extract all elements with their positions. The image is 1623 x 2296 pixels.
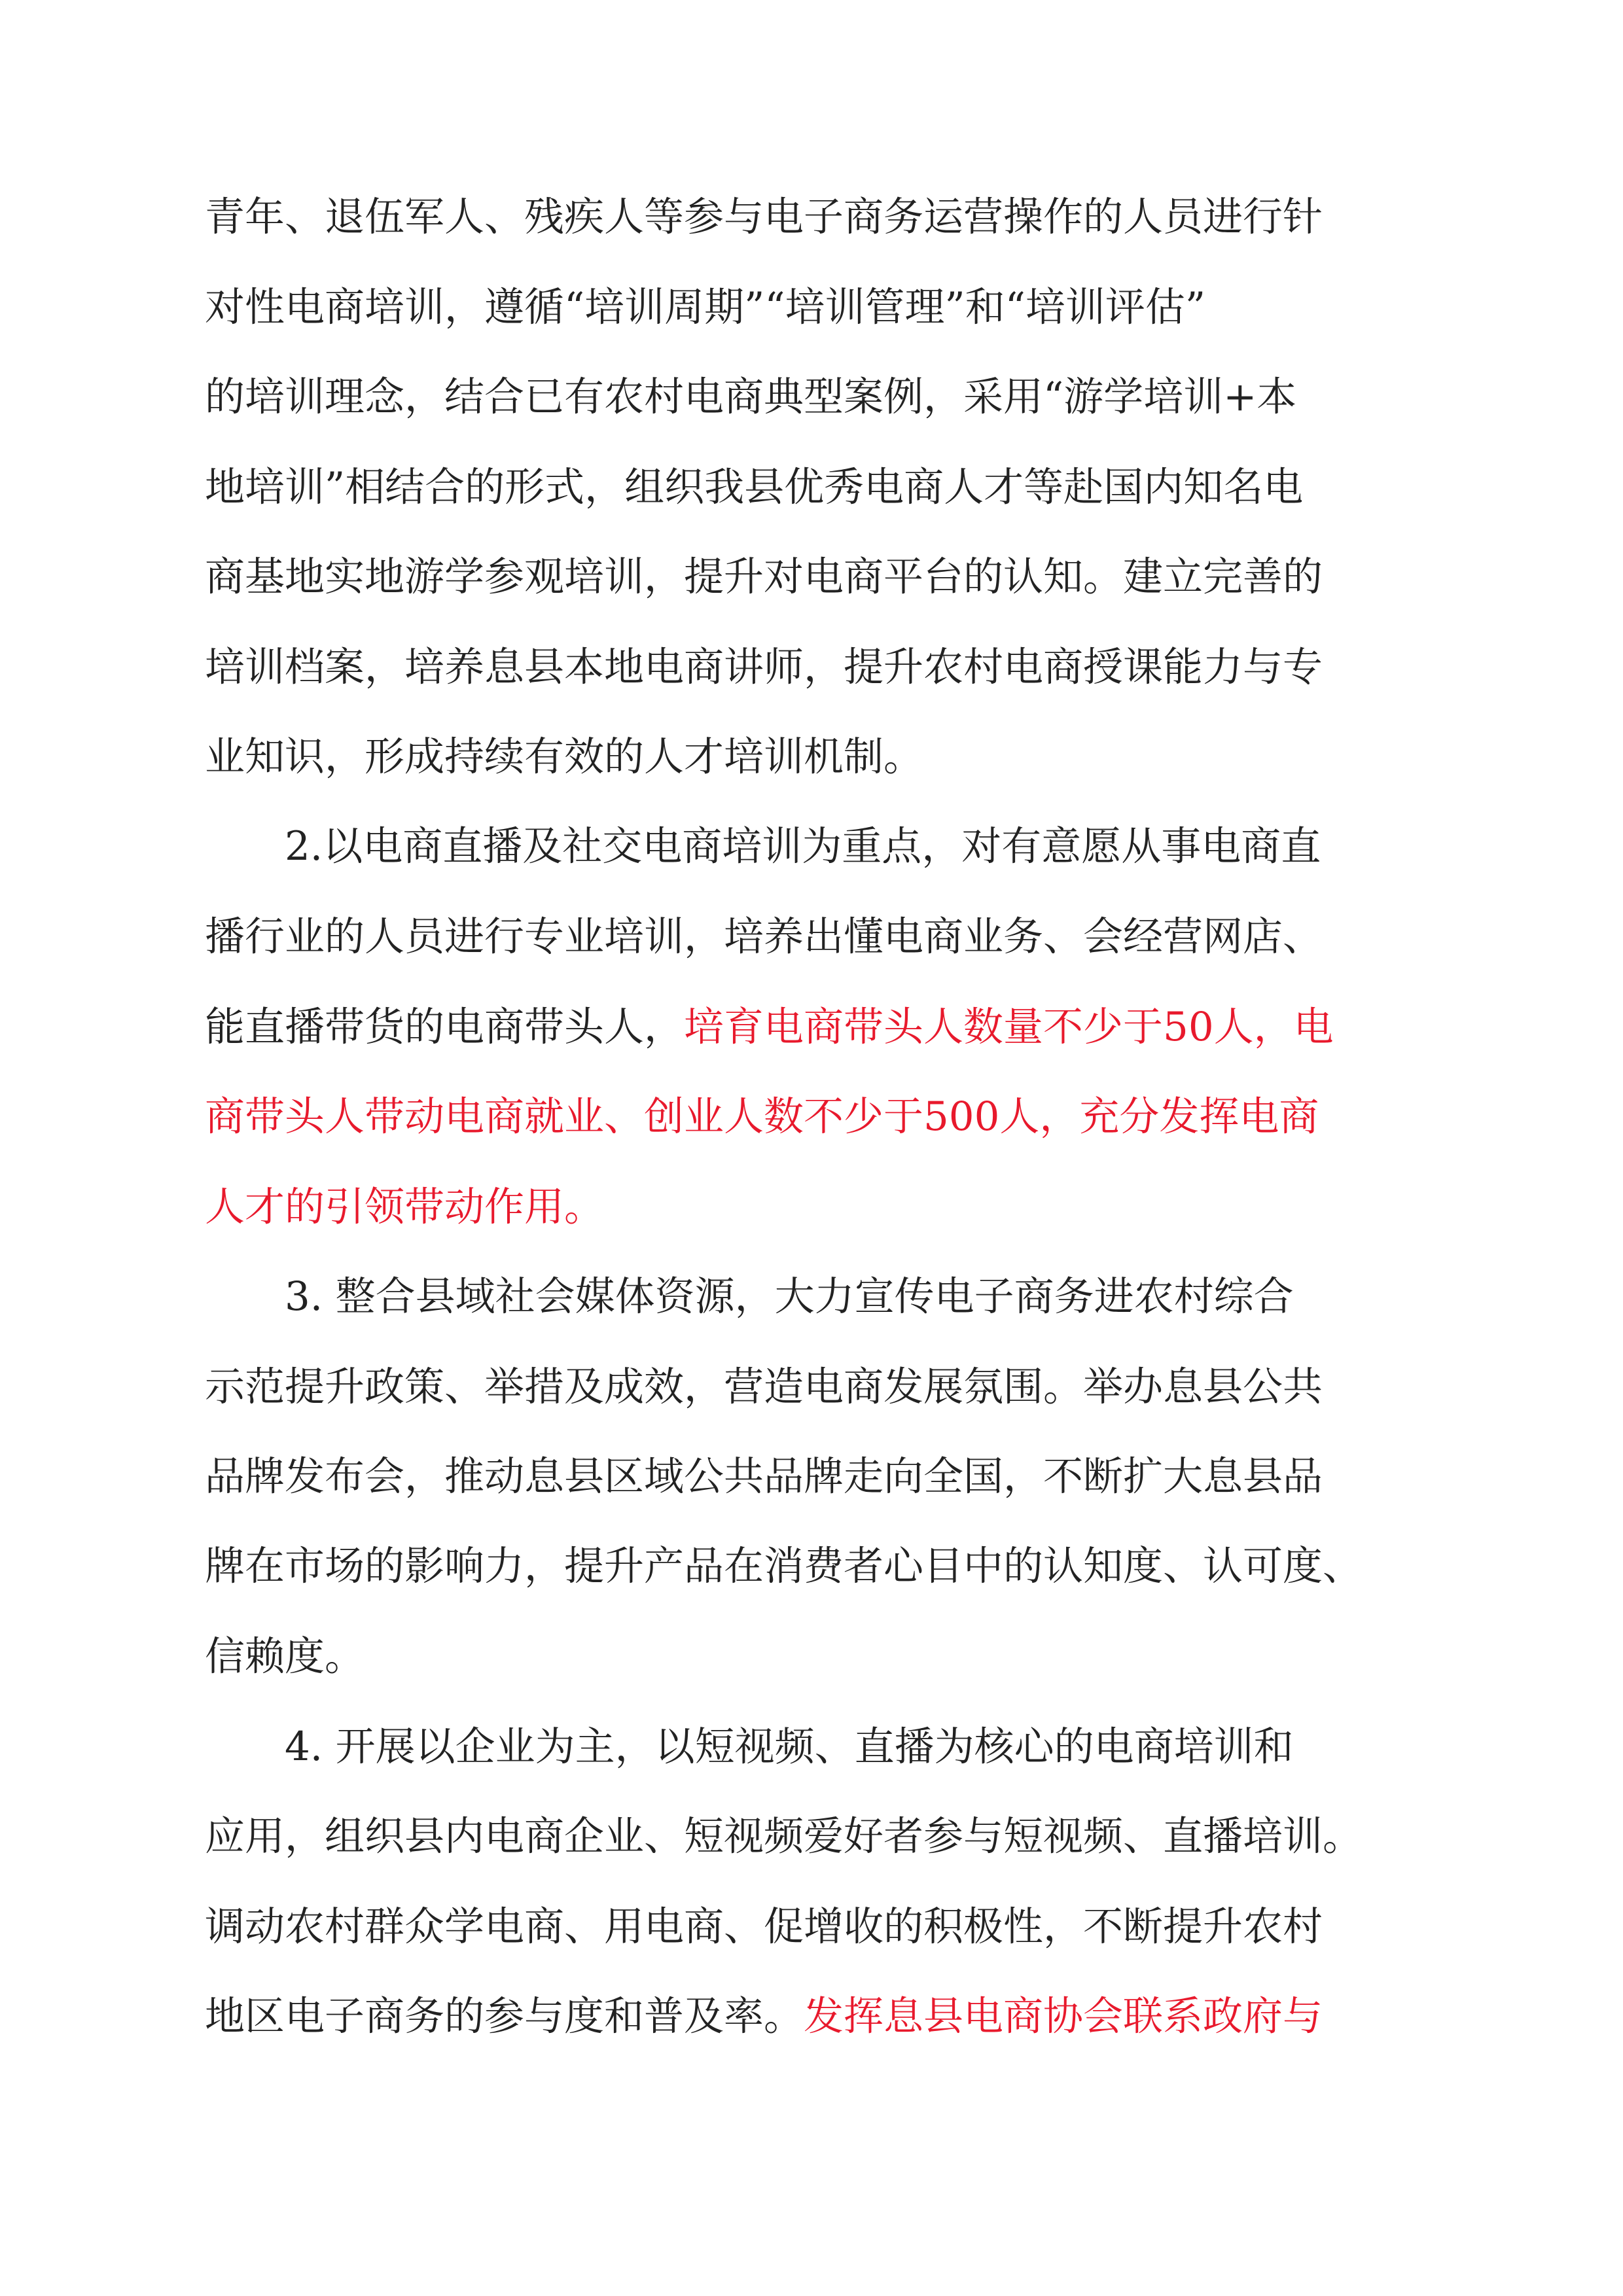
text-segment: 的培训理念，结合已有农村电商典型案例，采用“游学培训+本 [205, 374, 1297, 420]
text-line [205, 1631, 365, 1683]
text-line [205, 551, 1323, 603]
text-line [285, 1271, 1294, 1323]
text-segment: 地区电子商务的参与度和普及率。 [205, 1993, 804, 2040]
text-segment: 培训档案，培养息县本地电商讲师，提升农村电商授课能力与专 [205, 644, 1323, 690]
text-line [205, 1990, 1323, 2043]
text-line [205, 641, 1323, 694]
highlighted-text: 人才的引领带动作用。 [205, 1184, 605, 1230]
text-line [205, 371, 1296, 423]
text-line [205, 191, 1323, 243]
text-line [205, 911, 1323, 963]
text-segment: 地培训”相结合的形式，组织我县优秀电商人才等赴国内知名电 [205, 464, 1304, 510]
text-line [205, 461, 1303, 514]
text-segment: 调动农村群众学电商、用电商、促增收的积极性，不断提升农村 [205, 1903, 1323, 1950]
text-line [285, 1721, 1294, 1773]
text-segment: 对性电商培训，遵循“培训周期”“培训管理”和“培训评估” [205, 284, 1206, 330]
text-segment: 应用，组织县内电商企业、短视频爱好者参与短视频、直播培训。 [205, 1813, 1363, 1860]
text-line [205, 1181, 604, 1233]
text-line [205, 731, 923, 783]
text-segment: 信赖度。 [205, 1633, 365, 1680]
text-line [205, 1361, 1323, 1413]
text-line [205, 1810, 1363, 1863]
text-segment: 青年、退伍军人、残疾人等参与电子商务运营操作的人员进行针 [205, 194, 1323, 240]
text-segment: 牌在市场的影响力，提升产品在消费者心目中的认知度、认可度、 [205, 1543, 1363, 1589]
text-segment: 业知识，形成持续有效的人才培训机制。 [205, 733, 924, 780]
highlighted-text: 培育电商带头人数量不少于50人，电 [684, 1004, 1334, 1050]
text-segment: 3. 整合县域社会媒体资源，大力宣传电子商务进农村综合 [285, 1273, 1294, 1320]
text-segment: 示范提升政策、举措及成效，营造电商发展氛围。举办息县公共 [205, 1364, 1323, 1410]
text-line [205, 1451, 1323, 1503]
text-segment: 播行业的人员进行专业培训，培养出懂电商业务、会经营网店、 [205, 913, 1323, 960]
text-segment: 品牌发布会，推动息县区域公共品牌走向全国，不断扩大息县品 [205, 1453, 1323, 1500]
text-line [205, 281, 1205, 334]
text-segment: 能直播带货的电商带头人， [205, 1004, 685, 1050]
highlighted-text: 发挥息县电商协会联系政府与 [804, 1993, 1323, 2040]
text-line [205, 1001, 1334, 1053]
text-segment: 2.以电商直播及社交电商培训为重点，对有意愿从事电商直 [285, 823, 1321, 870]
text-line [205, 1540, 1363, 1593]
text-line [205, 1901, 1323, 1953]
highlighted-text: 商带头人带动电商就业、创业人数不少于500人，充分发挥电商 [205, 1093, 1319, 1140]
text-segment: 4. 开展以企业为主，以短视频、直播为核心的电商培训和 [285, 1723, 1294, 1770]
text-line [285, 821, 1321, 873]
text-segment: 商基地实地游学参观培训，提升对电商平台的认知。建立完善的 [205, 554, 1323, 600]
text-line [205, 1091, 1319, 1143]
